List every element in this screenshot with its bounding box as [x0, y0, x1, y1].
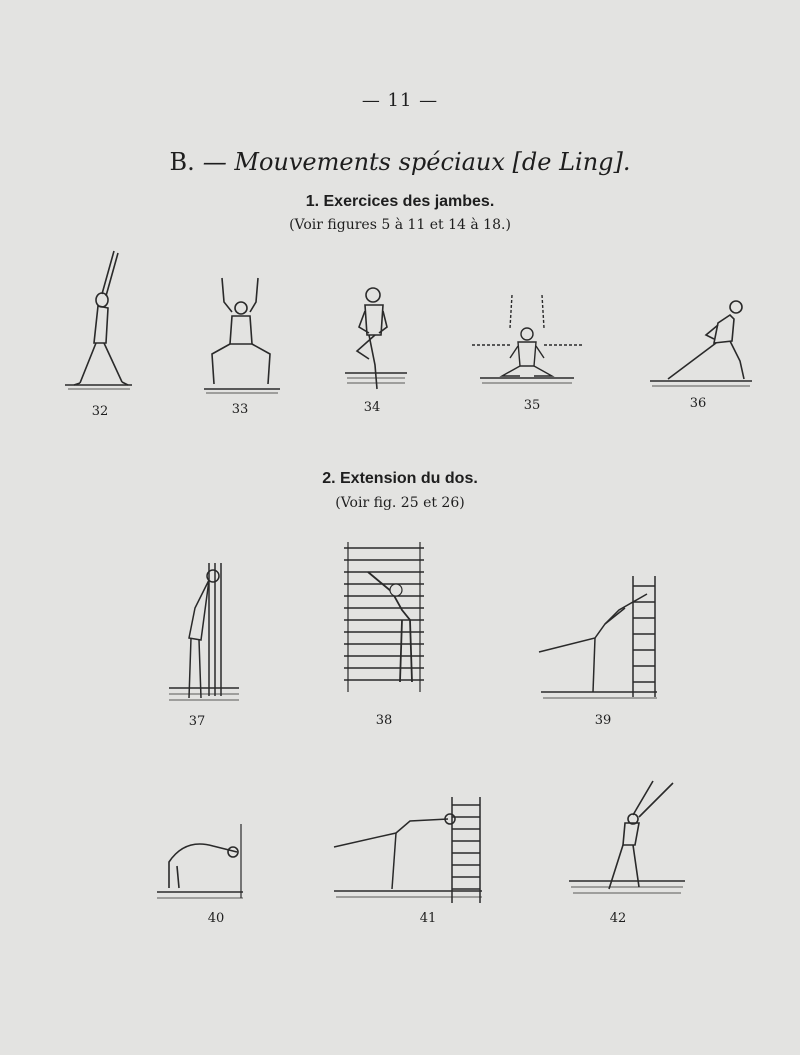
figure-38-illustration: [340, 540, 430, 705]
figure-35-illustration: [462, 290, 592, 390]
figure-35-number: 35: [523, 398, 541, 413]
figure-36-illustration: [648, 295, 758, 395]
figure-41-illustration: [330, 795, 485, 910]
figure-41-number: 41: [419, 911, 437, 926]
subsection-note-legs: (Voir figures 5 à 11 et 14 à 18.): [289, 217, 511, 233]
subsection-heading-legs: 1. Exercices des jambes.: [305, 193, 495, 210]
subsection-note-back: (Voir fig. 25 et 26): [335, 495, 465, 511]
figure-40-number: 40: [207, 911, 225, 926]
figure-32-illustration: [60, 248, 140, 393]
figure-37-number: 37: [188, 714, 206, 729]
figure-42-number: 42: [609, 911, 627, 926]
figure-32-number: 32: [91, 404, 109, 419]
figure-40-illustration: [155, 820, 250, 910]
section-letter: B.: [169, 148, 195, 176]
figure-38-number: 38: [375, 713, 393, 728]
figure-33-number: 33: [231, 402, 249, 417]
figure-39-illustration: [535, 572, 665, 707]
figure-34-number: 34: [363, 400, 381, 415]
subsection-heading-back: 2. Extension du dos.: [322, 470, 478, 487]
section-title: [0, 148, 800, 176]
figure-33-illustration: [200, 272, 284, 397]
figure-37-illustration: [165, 558, 245, 713]
figure-36-number: 36: [689, 396, 707, 411]
figure-39-number: 39: [594, 713, 612, 728]
section-heading: — Mouvements spéciaux [de Ling].: [202, 148, 631, 176]
figure-42-illustration: [565, 775, 690, 900]
page-number: — 11 —: [361, 90, 439, 111]
figure-34-illustration: [335, 285, 415, 395]
